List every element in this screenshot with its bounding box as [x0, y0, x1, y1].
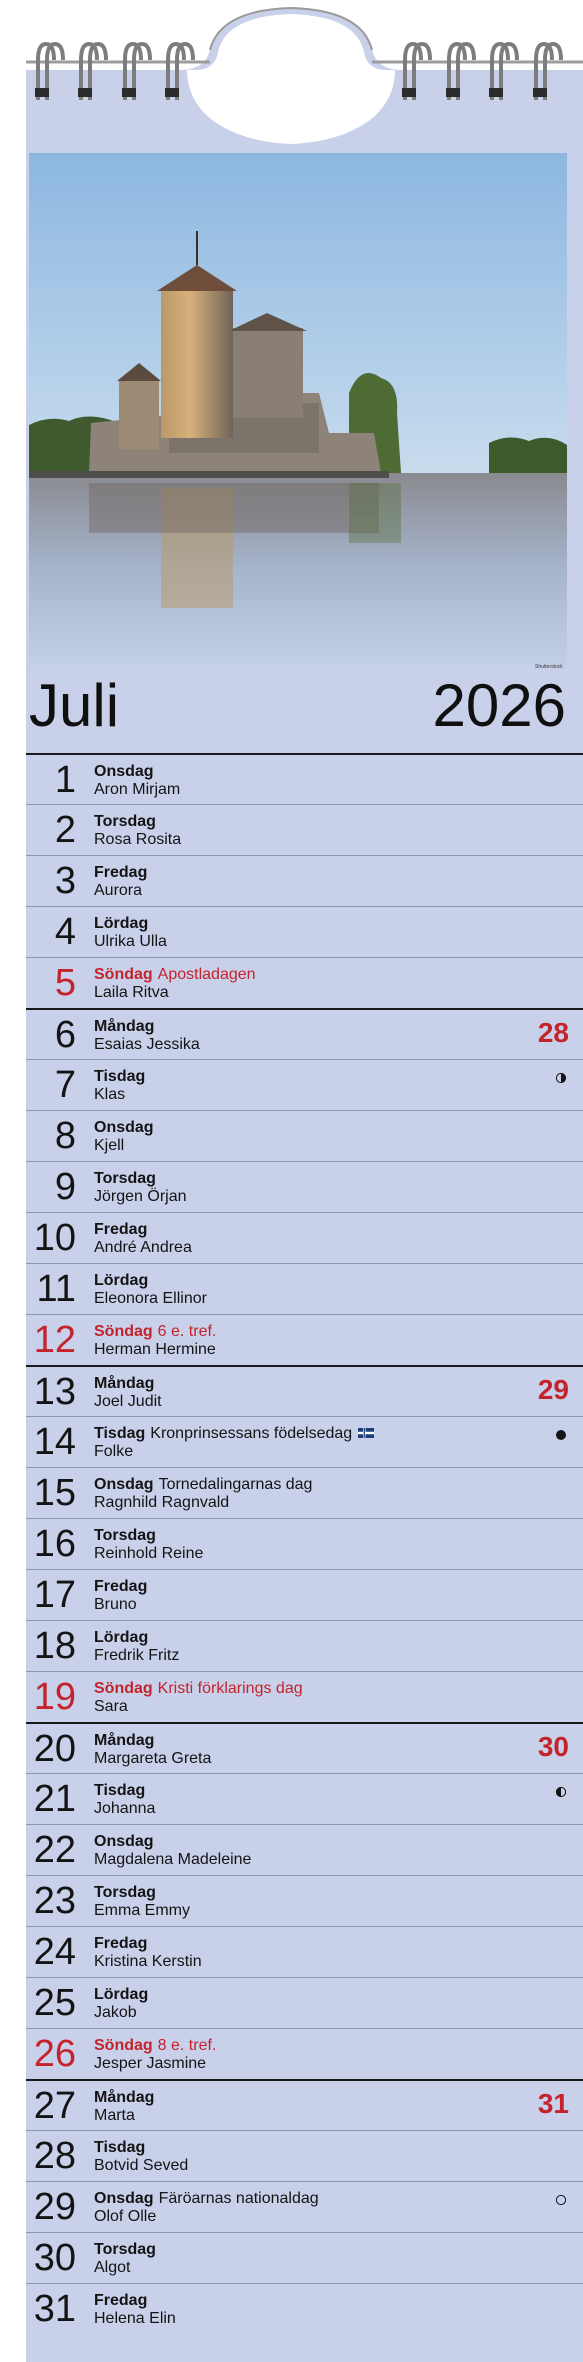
- weekday-name: Söndag: [94, 966, 153, 983]
- nameday-names: Ulrika Ulla: [94, 933, 167, 950]
- day-row: [26, 2283, 583, 2334]
- nameday-names: Aron Mirjam: [94, 781, 181, 798]
- weekday-name: Lördag: [94, 1272, 149, 1289]
- day-row: [26, 1824, 583, 1875]
- day-row: [26, 1416, 583, 1467]
- day-number: 25: [33, 1982, 76, 2024]
- swedish-flag-icon: [358, 1428, 374, 1438]
- holiday-label: 8 e. tref.: [157, 2037, 217, 2054]
- holiday-label: Kronprinsessans födelsedag: [150, 1425, 353, 1442]
- nameday-names: Johanna: [94, 1800, 156, 1817]
- day-row: [26, 906, 583, 957]
- weekday-name: Måndag: [94, 1018, 155, 1035]
- day-row: [26, 1926, 583, 1977]
- weekday-label: [94, 966, 256, 983]
- day-row: [26, 1314, 583, 1365]
- day-number: 23: [33, 1880, 76, 1922]
- day-number: 31: [33, 2288, 76, 2330]
- day-number: 30: [33, 2237, 76, 2279]
- weekday-name: Torsdag: [94, 2241, 156, 2258]
- day-number: 11: [36, 1268, 76, 1310]
- nameday-names: Sara: [94, 1698, 128, 1715]
- day-row: [26, 1620, 583, 1671]
- holiday-label: 6 e. tref.: [157, 1323, 217, 1340]
- day-row: [26, 1875, 583, 1926]
- weekday-label: [94, 1578, 147, 1595]
- month-title: Juli: [29, 672, 120, 739]
- weekday-name: Måndag: [94, 1732, 155, 1749]
- weekday-label: [94, 1884, 156, 1901]
- day-number: 7: [54, 1064, 76, 1106]
- weekday-label: [94, 915, 148, 932]
- weekday-name: Söndag: [94, 1323, 153, 1340]
- weekday-label: [94, 1425, 374, 1442]
- day-row: [26, 2130, 583, 2181]
- weekday-label: [94, 1629, 148, 1646]
- nameday-names: Klas: [94, 1086, 126, 1103]
- nameday-names: Esaias Jessika: [94, 1036, 200, 1053]
- weekday-label: [94, 1476, 312, 1493]
- holiday-label: Färöarnas nationaldag: [158, 2190, 319, 2207]
- weekday-name: Fredag: [94, 864, 148, 881]
- weekday-label: [94, 1272, 148, 1289]
- day-row: [26, 1008, 583, 1059]
- first-quarter-moon-icon: [555, 1072, 567, 1084]
- weekday-label: [94, 864, 147, 881]
- holiday-label: Tornedalingarnas dag: [158, 1476, 313, 1493]
- week-number: 30: [537, 1731, 569, 1762]
- weekday-label: [94, 813, 156, 830]
- weekday-label: [94, 1170, 156, 1187]
- weekday-name: Torsdag: [94, 1170, 156, 1187]
- nameday-names: Folke: [94, 1443, 134, 1460]
- nameday-names: Olof Olle: [94, 2208, 157, 2225]
- weekday-name: Lördag: [94, 1986, 149, 2003]
- day-number: 26: [33, 2033, 76, 2075]
- weekday-label: [94, 2292, 147, 2309]
- day-number: 20: [33, 1728, 76, 1770]
- weekday-label: [94, 1375, 154, 1392]
- weekday-name: Tisdag: [94, 1782, 146, 1799]
- day-row: [26, 1059, 583, 1110]
- day-row: [26, 2079, 583, 2130]
- nameday-names: Magdalena Madeleine: [94, 1851, 252, 1868]
- nameday-names: Joel Judit: [94, 1393, 162, 1410]
- weekday-name: Onsdag: [94, 1476, 154, 1493]
- day-number: 24: [33, 1931, 76, 1973]
- holiday-label: Kristi förklarings dag: [157, 1680, 303, 1697]
- nameday-names: Bruno: [94, 1596, 137, 1613]
- day-number: 1: [54, 759, 76, 801]
- weekday-name: Fredag: [94, 2292, 148, 2309]
- day-row: [26, 1518, 583, 1569]
- weekday-label: [94, 1935, 147, 1952]
- day-number: 4: [54, 911, 76, 953]
- weekday-name: Fredag: [94, 1221, 148, 1238]
- day-number: 27: [33, 2085, 76, 2127]
- nameday-names: Fredrik Fritz: [94, 1647, 180, 1664]
- photo-credit: Shutterstock: [535, 664, 563, 670]
- day-number: 29: [33, 2186, 76, 2228]
- nameday-names: Kristina Kerstin: [94, 1953, 202, 1970]
- day-row: [26, 1110, 583, 1161]
- day-number: 16: [33, 1523, 76, 1565]
- full-moon-icon: [555, 2194, 567, 2206]
- weekday-name: Lördag: [94, 915, 149, 932]
- day-number: 8: [54, 1115, 76, 1157]
- nameday-names: Ragnhild Ragnvald: [94, 1494, 230, 1511]
- nameday-names: Eleonora Ellinor: [94, 1290, 207, 1307]
- day-row: [26, 1467, 583, 1518]
- weekday-label: [94, 1527, 156, 1544]
- nameday-names: Emma Emmy: [94, 1902, 190, 1919]
- day-number: 2: [54, 809, 76, 851]
- weekday-name: Tisdag: [94, 2139, 146, 2156]
- weekday-name: Måndag: [94, 2089, 155, 2106]
- day-number: 18: [33, 1625, 76, 1667]
- week-number: 31: [537, 2088, 569, 2119]
- day-row: [26, 1365, 583, 1416]
- day-number: 19: [33, 1676, 76, 1718]
- castle-photo: [29, 153, 567, 665]
- day-row: [26, 1569, 583, 1620]
- day-row: [26, 2181, 583, 2232]
- day-row: [26, 1161, 583, 1212]
- day-number: 15: [33, 1472, 76, 1514]
- week-number: 29: [537, 1374, 569, 1405]
- week-number: 28: [537, 1017, 569, 1048]
- weekday-label: [94, 2037, 216, 2054]
- weekday-name: Torsdag: [94, 813, 156, 830]
- weekday-name: Onsdag: [94, 763, 154, 780]
- weekday-label: [94, 1833, 154, 1850]
- new-moon-icon: [555, 1429, 567, 1441]
- holiday-label: Apostladagen: [157, 966, 256, 983]
- weekday-label: [94, 1732, 154, 1749]
- nameday-names: Marta: [94, 2107, 135, 2124]
- nameday-names: Aurora: [94, 882, 143, 899]
- nameday-names: André Andrea: [94, 1239, 192, 1256]
- day-row: [26, 1671, 583, 1722]
- weekday-name: Torsdag: [94, 1884, 156, 1901]
- day-list: [26, 753, 583, 2334]
- weekday-label: [94, 1680, 303, 1697]
- weekday-name: Måndag: [94, 1375, 155, 1392]
- nameday-names: Margareta Greta: [94, 1750, 212, 1767]
- day-row: [26, 1212, 583, 1263]
- nameday-names: Jesper Jasmine: [94, 2055, 207, 2072]
- weekday-label: [94, 763, 154, 780]
- day-number: 6: [54, 1014, 76, 1056]
- weekday-name: Onsdag: [94, 1833, 154, 1850]
- last-quarter-moon-icon: [555, 1786, 567, 1798]
- day-number: 10: [33, 1217, 76, 1259]
- weekday-name: Torsdag: [94, 1527, 156, 1544]
- weekday-name: Fredag: [94, 1935, 148, 1952]
- day-number: 17: [33, 1574, 76, 1616]
- day-row: [26, 855, 583, 906]
- weekday-label: [94, 1782, 145, 1799]
- weekday-label: [94, 1068, 145, 1085]
- day-number: 13: [33, 1371, 76, 1413]
- nameday-names: Rosa Rosita: [94, 831, 182, 848]
- nameday-names: Algot: [94, 2259, 131, 2276]
- day-number: 3: [54, 860, 76, 902]
- nameday-names: Jakob: [94, 2004, 137, 2021]
- day-row: [26, 804, 583, 855]
- weekday-name: Lördag: [94, 1629, 149, 1646]
- weekday-label: [94, 2241, 156, 2258]
- nameday-names: Herman Hermine: [94, 1341, 216, 1358]
- nameday-names: Botvid Seved: [94, 2157, 189, 2174]
- nameday-names: Laila Ritva: [94, 984, 169, 1001]
- year-title: 2026: [432, 672, 566, 739]
- nameday-names: Kjell: [94, 1137, 125, 1154]
- day-row: [26, 957, 583, 1008]
- weekday-name: Söndag: [94, 2037, 153, 2054]
- weekday-label: [94, 2089, 154, 2106]
- day-number: 22: [33, 1829, 76, 1871]
- nameday-names: Helena Elin: [94, 2310, 176, 2327]
- weekday-label: [94, 1323, 216, 1340]
- day-number: 14: [33, 1421, 76, 1463]
- weekday-label: [94, 2190, 319, 2207]
- day-number: 12: [33, 1319, 76, 1361]
- day-number: 21: [33, 1778, 76, 1820]
- weekday-label: [94, 1986, 148, 2003]
- day-number: 28: [33, 2135, 76, 2177]
- weekday-label: [94, 2139, 145, 2156]
- weekday-name: Onsdag: [94, 2190, 154, 2207]
- weekday-name: Onsdag: [94, 1119, 154, 1136]
- day-row: [26, 2232, 583, 2283]
- day-number: 9: [54, 1166, 76, 1208]
- weekday-name: Tisdag: [94, 1425, 146, 1442]
- hanger-binding: [0, 0, 583, 150]
- nameday-names: Reinhold Reine: [94, 1545, 204, 1562]
- weekday-name: Fredag: [94, 1578, 148, 1595]
- weekday-name: Tisdag: [94, 1068, 146, 1085]
- day-row: [26, 1722, 583, 1773]
- day-row: [26, 1263, 583, 1314]
- weekday-label: [94, 1018, 154, 1035]
- weekday-name: Söndag: [94, 1680, 153, 1697]
- day-row: [26, 2028, 583, 2079]
- day-row: [26, 1977, 583, 2028]
- nameday-names: Jörgen Örjan: [94, 1188, 187, 1205]
- day-row: [26, 753, 583, 804]
- weekday-label: [94, 1221, 147, 1238]
- day-row: [26, 1773, 583, 1824]
- day-number: 5: [54, 962, 76, 1004]
- weekday-label: [94, 1119, 154, 1136]
